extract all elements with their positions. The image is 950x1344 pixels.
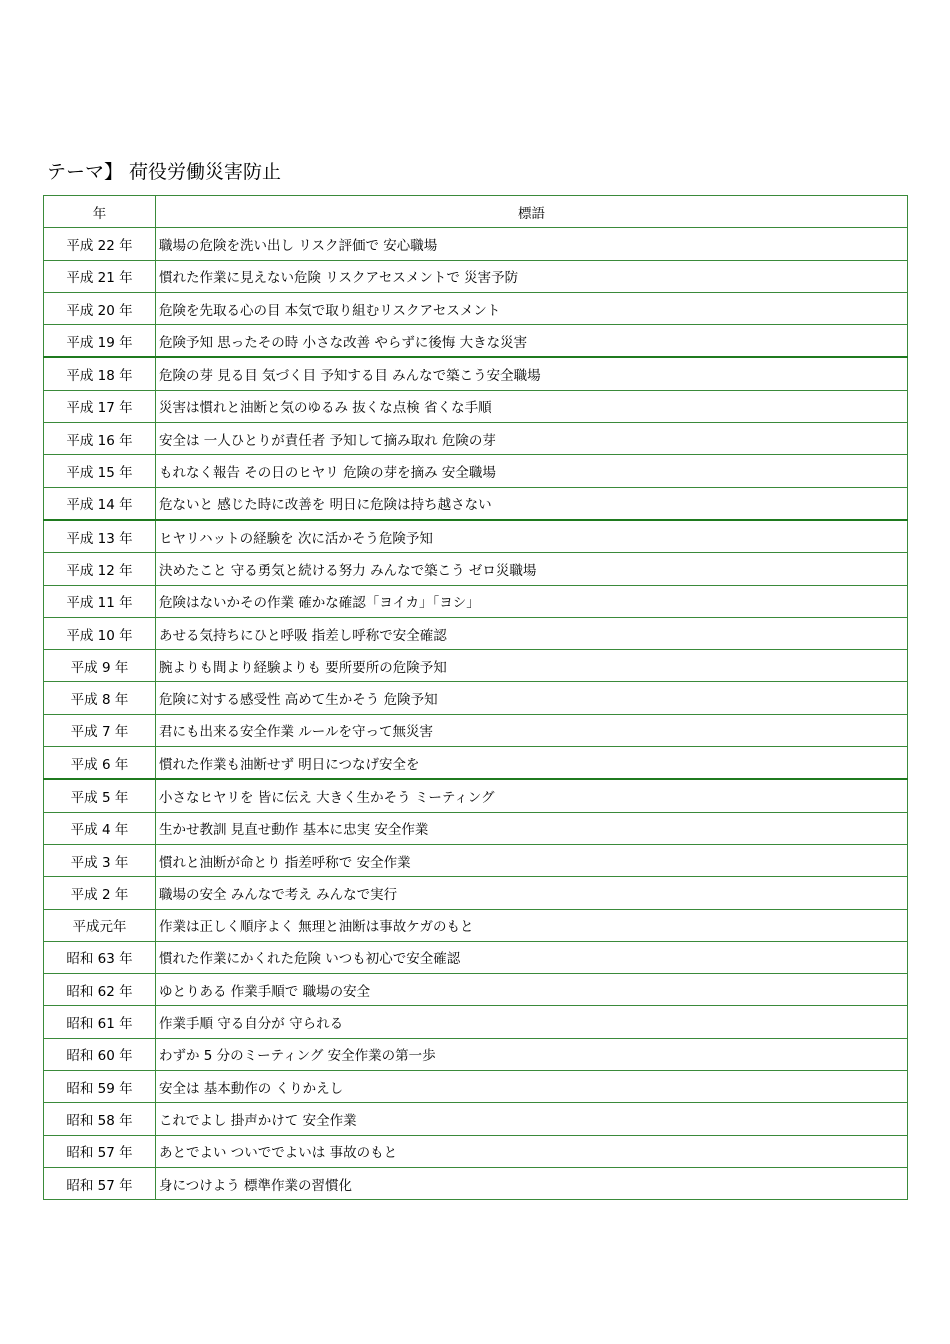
slogan-cell: 小さなヒヤリを 皆に伝え 大きく生かそう ミーティング bbox=[156, 779, 908, 812]
table-row bbox=[44, 714, 908, 746]
year-cell: 平成 18 年 bbox=[44, 357, 156, 390]
table-row bbox=[44, 877, 908, 909]
table-row bbox=[44, 812, 908, 844]
year-cell: 平成 11 年 bbox=[44, 585, 156, 617]
table-row bbox=[44, 390, 908, 422]
year-cell: 平成 20 年 bbox=[44, 292, 156, 324]
year-cell: 平成元年 bbox=[44, 909, 156, 941]
table-row bbox=[44, 455, 908, 487]
year-column-header: 年 bbox=[44, 196, 156, 228]
table-row bbox=[44, 423, 908, 455]
year-cell: 昭和 58 年 bbox=[44, 1103, 156, 1135]
table-row bbox=[44, 260, 908, 292]
slogan-cell: 腕よりも間より経験よりも 要所要所の危険予知 bbox=[156, 650, 908, 682]
slogan-cell: 決めたこと 守る勇気と続ける努力 みんなで築こう ゼロ災職場 bbox=[156, 553, 908, 585]
year-cell: 昭和 62 年 bbox=[44, 974, 156, 1006]
year-cell: 平成 2 年 bbox=[44, 877, 156, 909]
year-cell: 平成 16 年 bbox=[44, 423, 156, 455]
slogan-cell: ヒヤリハットの経験を 次に活かそう危険予知 bbox=[156, 520, 908, 553]
table-row bbox=[44, 617, 908, 649]
slogan-cell: 作業手順 守る自分が 守られる bbox=[156, 1006, 908, 1038]
slogan-cell: ゆとりある 作業手順で 職場の安全 bbox=[156, 974, 908, 1006]
slogan-column-header: 標語 bbox=[156, 196, 908, 228]
slogan-cell: 危険予知 思ったその時 小さな改善 やらずに後悔 大きな災害 bbox=[156, 325, 908, 358]
table-row bbox=[44, 844, 908, 876]
slogan-cell: 慣れた作業も油断せず 明日につなげ安全を bbox=[156, 747, 908, 780]
year-cell: 平成 21 年 bbox=[44, 260, 156, 292]
year-cell: 昭和 60 年 bbox=[44, 1038, 156, 1070]
table-row bbox=[44, 585, 908, 617]
slogan-cell: 慣れた作業に見えない危険 リスクアセスメントで 災害予防 bbox=[156, 260, 908, 292]
table-row bbox=[44, 228, 908, 260]
table-row bbox=[44, 325, 908, 358]
year-cell: 平成 13 年 bbox=[44, 520, 156, 553]
slogan-cell: 職場の危険を洗い出し リスク評価で 安心職場 bbox=[156, 228, 908, 260]
year-cell: 平成 12 年 bbox=[44, 553, 156, 585]
slogan-cell: 安全は 基本動作の くりかえし bbox=[156, 1071, 908, 1103]
table-row bbox=[44, 487, 908, 520]
year-cell: 昭和 61 年 bbox=[44, 1006, 156, 1038]
table-row bbox=[44, 747, 908, 780]
table-row bbox=[44, 682, 908, 714]
table-row bbox=[44, 357, 908, 390]
slogan-cell: 慣れた作業にかくれた危険 いつも初心で安全確認 bbox=[156, 941, 908, 973]
year-cell: 昭和 57 年 bbox=[44, 1135, 156, 1167]
slogan-cell: 危ないと 感じた時に改善を 明日に危険は持ち越さない bbox=[156, 487, 908, 520]
year-cell: 平成 9 年 bbox=[44, 650, 156, 682]
table-row bbox=[44, 974, 908, 1006]
table-row bbox=[44, 941, 908, 973]
slogan-cell: あせる気持ちにひと呼吸 指差し呼称で安全確認 bbox=[156, 617, 908, 649]
year-cell: 平成 15 年 bbox=[44, 455, 156, 487]
slogan-cell: 職場の安全 みんなで考え みんなで実行 bbox=[156, 877, 908, 909]
slogan-cell: もれなく報告 その日のヒヤリ 危険の芽を摘み 安全職場 bbox=[156, 455, 908, 487]
slogan-cell: 身につけよう 標準作業の習慣化 bbox=[156, 1167, 908, 1199]
slogan-cell: 生かせ教訓 見直せ動作 基本に忠実 安全作業 bbox=[156, 812, 908, 844]
table-row bbox=[44, 650, 908, 682]
slogan-cell: 危険の芽 見る目 気づく目 予知する目 みんなで築こう安全職場 bbox=[156, 357, 908, 390]
table-row bbox=[44, 553, 908, 585]
slogan-cell: これでよし 掛声かけて 安全作業 bbox=[156, 1103, 908, 1135]
year-cell: 平成 3 年 bbox=[44, 844, 156, 876]
year-cell: 昭和 63 年 bbox=[44, 941, 156, 973]
page-title: テーマ】 荷役労働災害防止 bbox=[47, 161, 282, 183]
slogan-cell: わずか 5 分のミーティング 安全作業の第一歩 bbox=[156, 1038, 908, 1070]
year-cell: 平成 6 年 bbox=[44, 747, 156, 780]
year-cell: 平成 10 年 bbox=[44, 617, 156, 649]
table-row bbox=[44, 1103, 908, 1135]
slogan-cell: 君にも出来る安全作業 ルールを守って無災害 bbox=[156, 714, 908, 746]
table-row bbox=[44, 1071, 908, 1103]
table-row bbox=[44, 779, 908, 812]
year-cell: 平成 19 年 bbox=[44, 325, 156, 358]
slogan-cell: 危険はないかその作業 確かな確認「ヨイカ」「ヨシ」 bbox=[156, 585, 908, 617]
table-row bbox=[44, 1006, 908, 1038]
table-header-row bbox=[44, 196, 908, 228]
year-cell: 平成 22 年 bbox=[44, 228, 156, 260]
slogan-cell: 慣れと油断が命とり 指差呼称で 安全作業 bbox=[156, 844, 908, 876]
table-row bbox=[44, 909, 908, 941]
table-row bbox=[44, 1135, 908, 1167]
table-row bbox=[44, 1038, 908, 1070]
year-cell: 平成 17 年 bbox=[44, 390, 156, 422]
year-cell: 昭和 59 年 bbox=[44, 1071, 156, 1103]
year-cell: 平成 14 年 bbox=[44, 487, 156, 520]
slogan-cell: あとでよい ついででよいは 事故のもと bbox=[156, 1135, 908, 1167]
slogan-cell: 安全は 一人ひとりが責任者 予知して摘み取れ 危険の芽 bbox=[156, 423, 908, 455]
slogan-cell: 作業は正しく順序よく 無理と油断は事故ケガのもと bbox=[156, 909, 908, 941]
table-row bbox=[44, 520, 908, 553]
year-cell: 昭和 57 年 bbox=[44, 1167, 156, 1199]
year-cell: 平成 8 年 bbox=[44, 682, 156, 714]
table-row bbox=[44, 1167, 908, 1199]
year-cell: 平成 7 年 bbox=[44, 714, 156, 746]
slogan-cell: 危険を先取る心の目 本気で取り組むリスクアセスメント bbox=[156, 292, 908, 324]
year-cell: 平成 5 年 bbox=[44, 779, 156, 812]
slogan-cell: 災害は慣れと油断と気のゆるみ 抜くな点検 省くな手順 bbox=[156, 390, 908, 422]
slogan-table bbox=[43, 195, 908, 1200]
slogan-cell: 危険に対する感受性 高めて生かそう 危険予知 bbox=[156, 682, 908, 714]
table-row bbox=[44, 292, 908, 324]
year-cell: 平成 4 年 bbox=[44, 812, 156, 844]
